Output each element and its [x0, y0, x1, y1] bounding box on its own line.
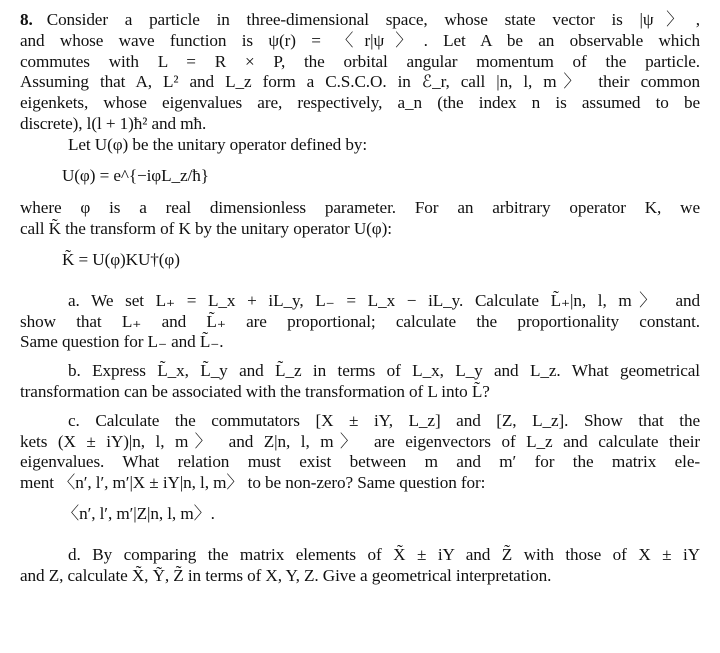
problem-number: 8. [20, 10, 33, 29]
intro-text-0: Consider a particle in three-dimensional space, whose state vector is |ψ〉, [46, 10, 700, 29]
part-c-line: eigenvalues. What relation must exist between m and m′ for the matrix ele- [20, 452, 700, 472]
part-b-line: b. Express L̃_x, L̃_y and L̃_z in terms of L_x, L_y and L_z. What geometrical [68, 361, 700, 381]
part-d-line: d. By comparing the matrix elements of X̃ ± iY and Z̃ with those of X ± iY [68, 544, 700, 564]
unitary-equation: U(φ) = e^{−iφL_z/ħ} [62, 165, 209, 185]
part-c-line: kets (X ± iY)|n, l, m〉 and Z|n, l, m〉 are eigenvectors of L_z and calculate their [20, 431, 700, 451]
part-d-line: and Z, calculate X̃, Ỹ, Z̃ in terms of X, Y, Z. Give a geometrical interpretation. [20, 565, 552, 585]
problem-intro [20, 10, 700, 135]
part-d [20, 545, 700, 587]
part-c-line: c. Calculate the commutators [X ± iY, L_z] and [Z, L_z]. Show that the [68, 410, 700, 430]
transform-line: call K̃ the transform of K by the unitary operator U(φ): [20, 219, 392, 239]
part-c-line: ment 〈n′, l′, m′|X ± iY|n, l, m〉 to be non-zero? Same question for: [20, 473, 486, 493]
intro-line: commutes with L = R × P, the orbital angular momentum of the particle. [20, 51, 700, 71]
intro-line: and whose wave function is ψ(r) = 〈r|ψ〉. Let A be an observable which [20, 30, 700, 50]
intro-line [20, 10, 700, 31]
intro-line: eigenkets, whose eigenvalues are, respectively, a_n (the index n is assumed to be [20, 93, 700, 113]
part-a-line: a. We set L₊ = L_x + iL_y, L₋ = L_x − iL_y. Calculate L̃₊|n, l, m〉 and [68, 290, 700, 310]
transform-equation: K̃ = U(φ)KU†(φ) [62, 249, 180, 269]
unitary-intro: Let U(φ) be the unitary operator defined by: [68, 134, 368, 154]
part-a [20, 291, 700, 353]
intro-line: Assuming that A, L² and L_z form a C.S.C.O. in ℰ_r, call |n, l, m〉 their common [20, 72, 700, 92]
unitary-definition [20, 135, 700, 187]
transform-definition [20, 198, 700, 270]
transform-line: where φ is a real dimensionless parameter. For an arbitrary operator K, we [20, 198, 700, 218]
part-a-line: show that L₊ and L̃₊ are proportional; calculate the proportionality constant. [20, 311, 700, 331]
intro-line: discrete), l(l + 1)ħ² and mħ. [20, 113, 207, 133]
part-c [20, 411, 700, 525]
part-b [20, 361, 700, 403]
part-a-line: Same question for L₋ and L̃₋. [20, 332, 224, 352]
part-c-equation: 〈n′, l′, m′|Z|n, l, m〉. [62, 503, 215, 523]
part-b-line: transformation can be associated with the transformation of L into L̃? [20, 381, 490, 401]
